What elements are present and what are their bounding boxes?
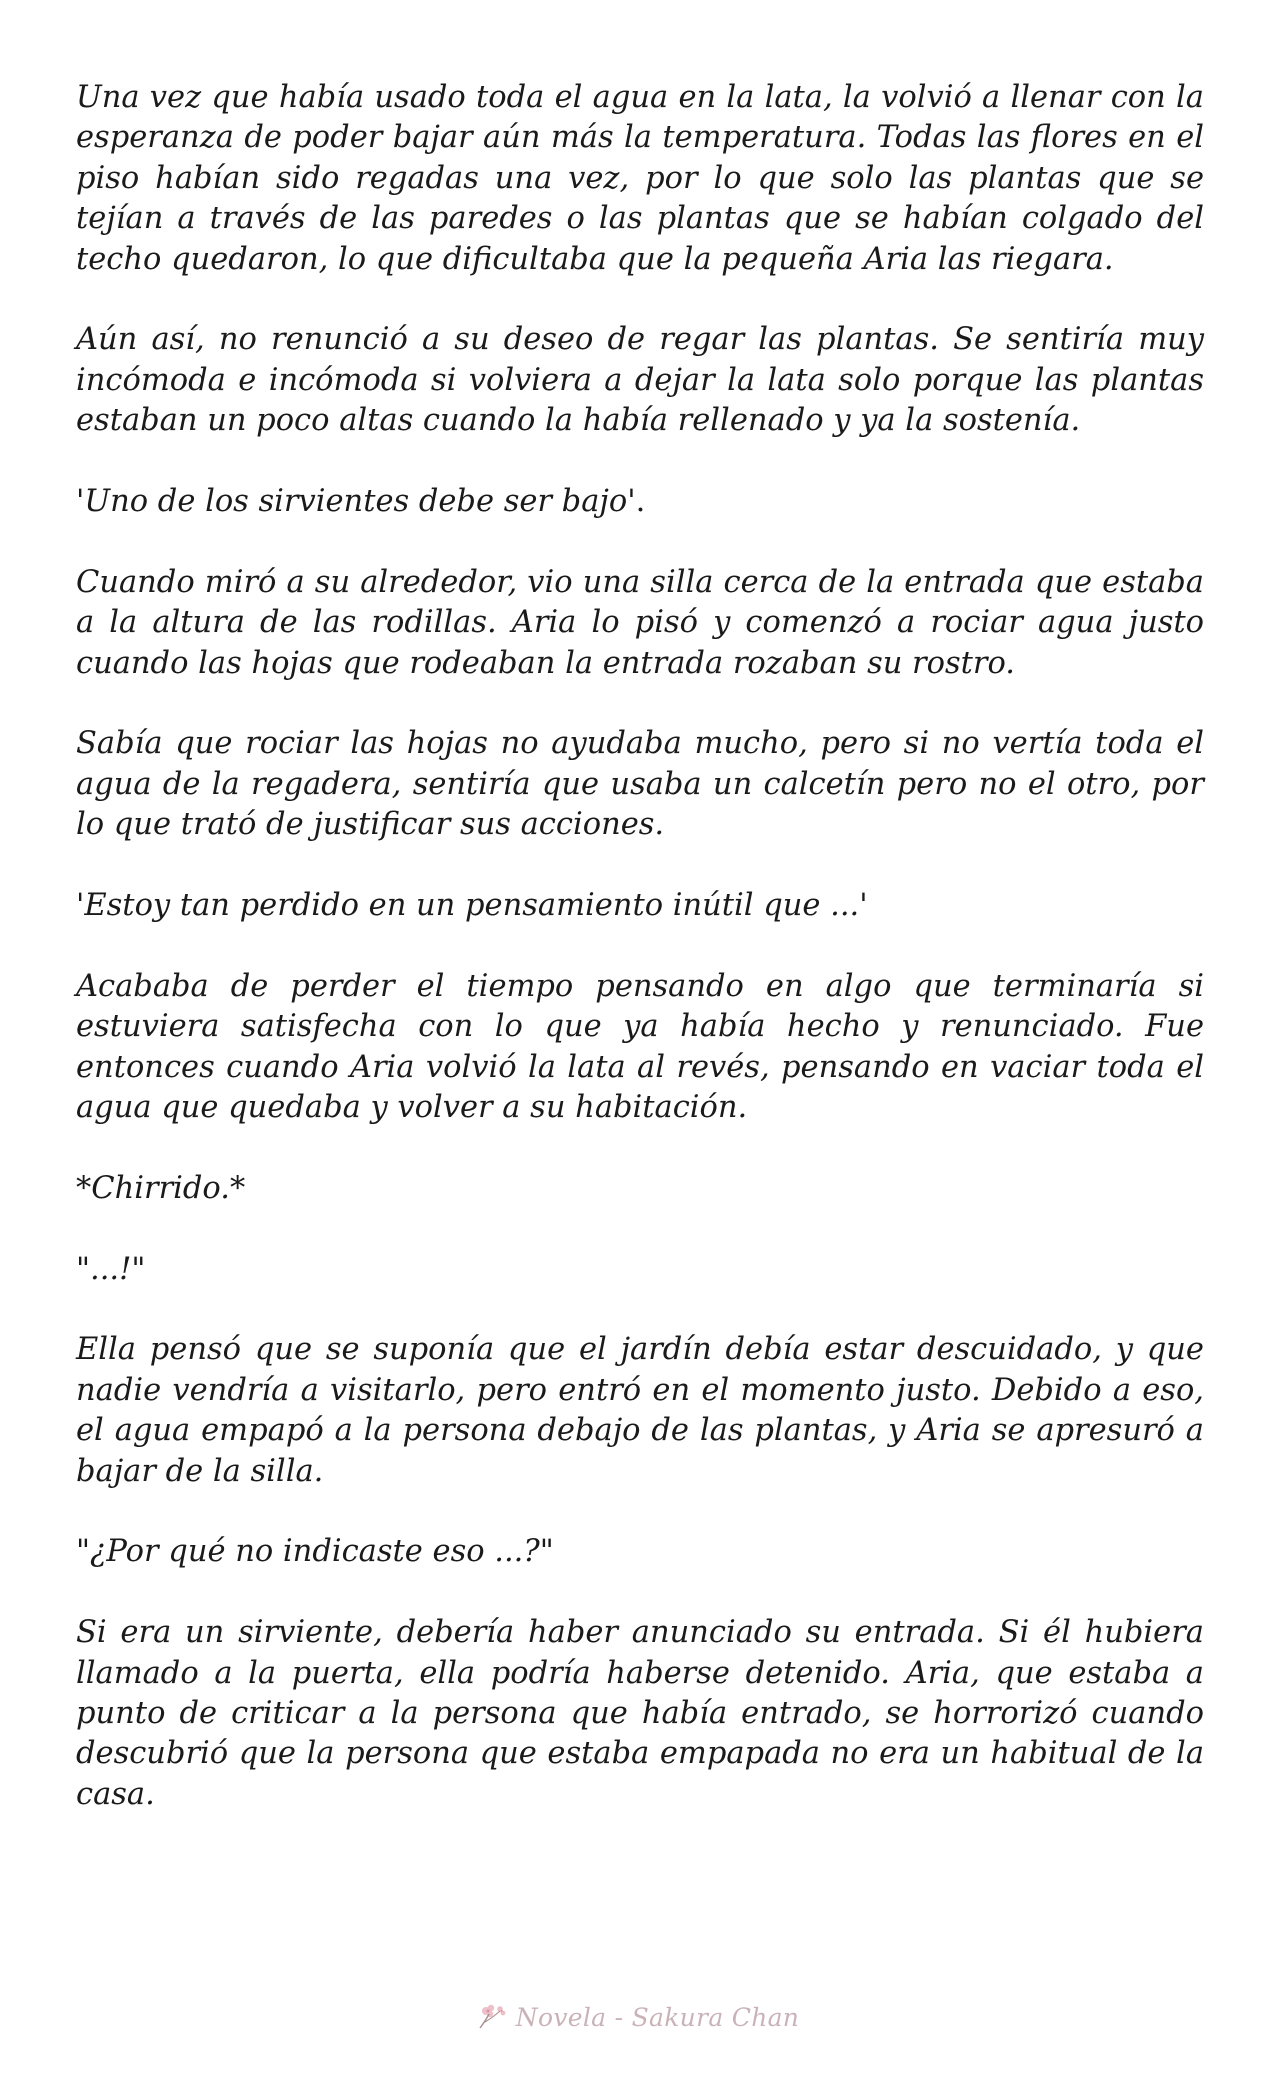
paragraph-text: Estoy tan perdido en un pensamiento inútil que ...: [84, 888, 860, 924]
opening-quote: ": [76, 1251, 91, 1287]
paragraph: [76, 724, 1204, 845]
paragraph-text: Cuando miró a su alrededor, vio una silla cerca de la entrada que estaba a la altura de las rodillas. Aria lo pisó y comenzó a rociar agua justo cuando las hojas que rodeaban la entrada rozaban su rostro.: [76, 564, 1204, 681]
paragraph-text: Ella pensó que se suponía que el jardín debía estar descuidado, y que nadie vendría a visitarlo, pero entró en el momento justo. Debido a eso, el agua empapó a la persona debajo de las plantas, y Aria se apresuró a bajar de la silla.: [76, 1332, 1204, 1489]
footer-watermark: [0, 1992, 1275, 2042]
paragraph: [76, 320, 1204, 441]
paragraph: [76, 967, 1204, 1129]
paragraph-text: *Chirrido.*: [76, 1170, 246, 1206]
closing-quote: ': [859, 888, 868, 924]
paragraph-text: Aún así, no renunció a su deseo de regar las plantas. Se sentiría muy incómoda e incómoda si volviera a dejar la lata solo porque las plantas estaban un poco altas cuando la había rellenado y ya la sostenía.: [76, 322, 1204, 439]
paragraph-text: Una vez que había usado toda el agua en la lata, la volvió a llenar con la esperanza de poder bajar aún más la temperatura. Todas las flores en el piso habían sido regadas una vez, por lo que solo las plantas que se tejían a través de las paredes o las plantas que se habían colgado del techo quedaron, lo que dificultaba que la pequeña Aria las riegara.: [76, 80, 1204, 277]
paragraph-text: Uno de los sirvientes debe ser bajo: [84, 484, 628, 520]
paragraph-text: ¿Por qué no indicaste eso ...?: [90, 1534, 540, 1570]
cherry-blossom-icon: [476, 2002, 510, 2032]
paragraph-text: ...!: [90, 1251, 132, 1287]
paragraph: [76, 1613, 1204, 1815]
sound-effect-paragraph: [76, 1169, 1204, 1209]
closing-quote: '.: [627, 484, 646, 520]
story-text: [76, 78, 1204, 1856]
closing-quote: ": [131, 1251, 146, 1287]
paragraph-text: Acababa de perder el tiempo pensando en algo que terminaría si estuviera satisfecha con lo que ya había hecho y renunciado. Fue entonces cuando Aria volvió la lata al revés, pensando en vaciar toda el agua que quedaba y volver a su habitación.: [76, 968, 1204, 1126]
thought-paragraph: [76, 482, 1204, 522]
opening-quote: ': [76, 888, 85, 924]
dialogue-paragraph: [76, 1250, 1204, 1290]
opening-quote: ': [76, 484, 85, 520]
closing-quote: ": [539, 1534, 554, 1570]
paragraph: [76, 78, 1204, 280]
thought-paragraph: [76, 886, 1204, 926]
paragraph: [76, 563, 1204, 684]
opening-quote: ": [76, 1534, 91, 1570]
watermark-group: [476, 2002, 799, 2032]
paragraph: [76, 1330, 1204, 1492]
watermark-label: Novela - Sakura Chan: [515, 2002, 800, 2032]
paragraph-text: Si era un sirviente, debería haber anunciado su entrada. Si él hubiera llamado a la puerta, ella podría haberse detenido. Aria, que estaba a punto de criticar a la persona que había entrado, se horrorizó cuando descubrió que la persona que estaba empapada no era un habitual de la casa.: [76, 1615, 1204, 1812]
dialogue-paragraph: [76, 1532, 1204, 1572]
paragraph-text: Sabía que rociar las hojas no ayudaba mucho, pero si no vertía toda el agua de la regadera, sentiría que usaba un calcetín pero no el otro, por lo que trató de justificar sus acciones.: [76, 726, 1204, 843]
